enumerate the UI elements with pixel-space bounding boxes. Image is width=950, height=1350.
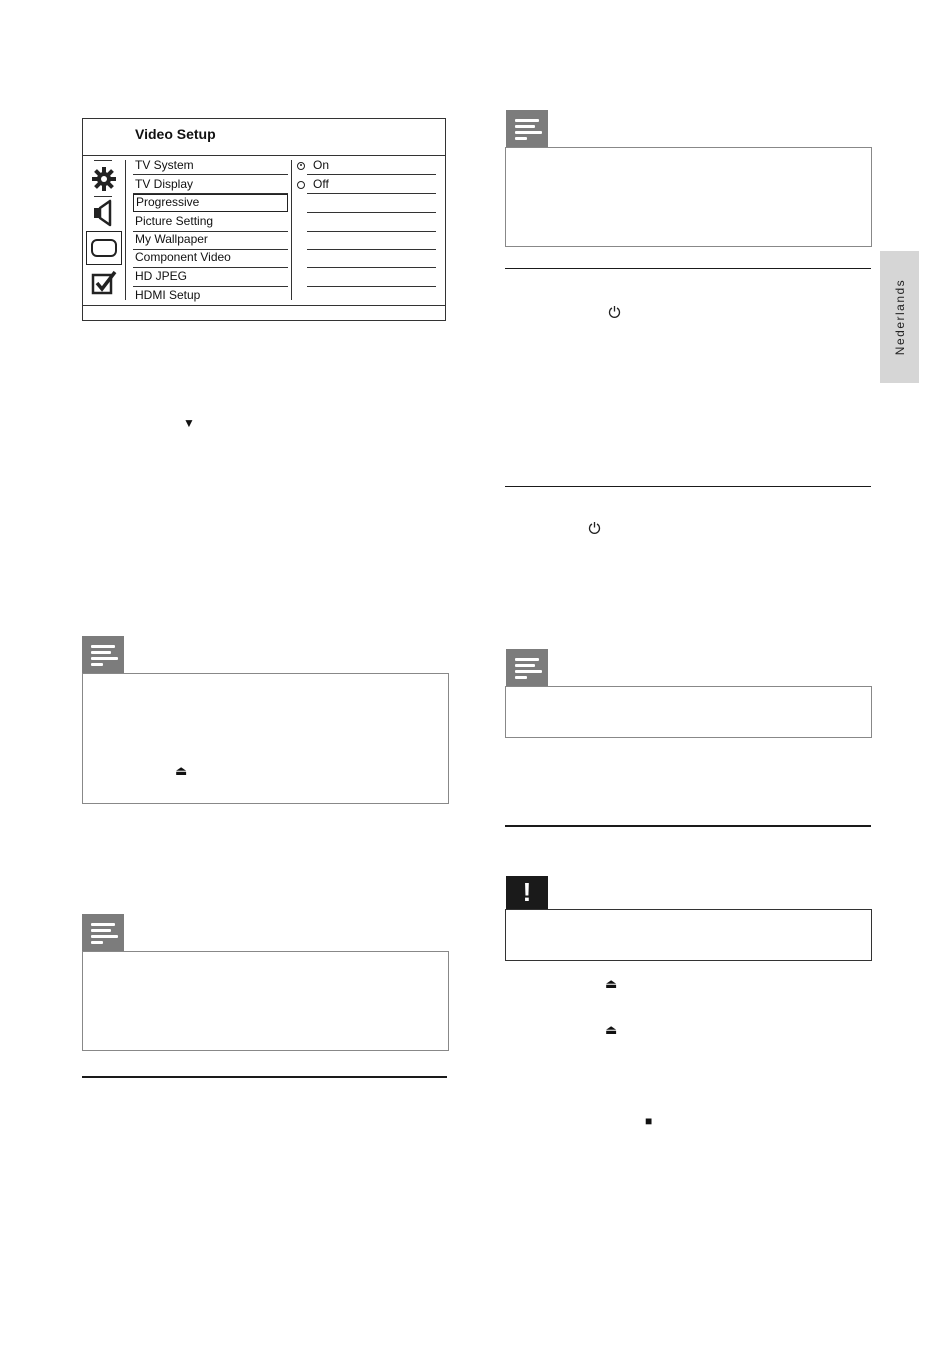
section-rule xyxy=(505,268,871,269)
divider xyxy=(83,305,445,306)
divider xyxy=(307,286,436,287)
note-box xyxy=(505,686,872,738)
caution-box xyxy=(505,909,872,961)
menu-item-hd-jpeg[interactable]: HD JPEG xyxy=(135,269,188,283)
option-on[interactable] xyxy=(297,158,329,173)
divider xyxy=(307,212,436,213)
menu-title: Video Setup xyxy=(135,126,216,142)
divider xyxy=(125,160,126,300)
speaker-icon[interactable] xyxy=(86,196,122,230)
eject-icon: ⏏ xyxy=(605,976,618,991)
section-rule xyxy=(505,486,871,487)
stop-icon: ■ xyxy=(645,1114,653,1128)
note-box xyxy=(82,673,449,804)
divider xyxy=(307,193,436,194)
display-icon[interactable] xyxy=(86,231,122,265)
divider xyxy=(83,155,445,156)
option-label: Off xyxy=(313,177,329,191)
divider xyxy=(133,174,288,175)
eject-icon: ⏏ xyxy=(605,1022,618,1037)
note-icon xyxy=(82,914,124,952)
note-icon xyxy=(506,649,548,687)
divider xyxy=(307,231,436,232)
section-rule xyxy=(505,825,871,827)
divider xyxy=(307,174,436,175)
menu-item-my-wallpaper[interactable]: My Wallpaper xyxy=(135,232,208,246)
divider xyxy=(133,267,288,268)
divider xyxy=(133,286,288,287)
menu-item-tv-system[interactable]: TV System xyxy=(135,158,194,172)
language-tab[interactable] xyxy=(880,251,919,383)
menu-item-tv-display[interactable]: TV Display xyxy=(135,177,194,191)
option-label: On xyxy=(313,158,330,172)
power-icon xyxy=(588,521,601,536)
eject-icon: ⏏ xyxy=(175,763,188,778)
divider xyxy=(307,267,436,268)
menu-item-hdmi-setup[interactable]: HDMI Setup xyxy=(135,288,201,302)
gear-icon[interactable] xyxy=(86,162,122,196)
section-rule xyxy=(82,1076,447,1078)
radio-checked-icon xyxy=(297,162,305,170)
radio-icon xyxy=(297,181,305,189)
down-arrow-icon: ▼ xyxy=(183,416,195,430)
note-icon xyxy=(506,110,548,148)
note-icon xyxy=(82,636,124,674)
power-icon xyxy=(608,305,621,320)
option-off[interactable] xyxy=(297,177,329,192)
checklist-icon[interactable] xyxy=(86,266,122,300)
menu-item-component-video[interactable]: Component Video xyxy=(135,250,231,264)
note-box xyxy=(505,147,872,247)
note-box xyxy=(82,951,449,1051)
menu-item-progressive[interactable]: Progressive xyxy=(133,194,288,212)
caution-icon: ! xyxy=(506,876,548,909)
menu-icon-column xyxy=(84,160,124,300)
language-tab-label: Nederlands xyxy=(892,278,907,356)
menu-item-picture-setting[interactable]: Picture Setting xyxy=(135,214,214,228)
divider xyxy=(307,249,436,250)
divider xyxy=(291,160,292,300)
